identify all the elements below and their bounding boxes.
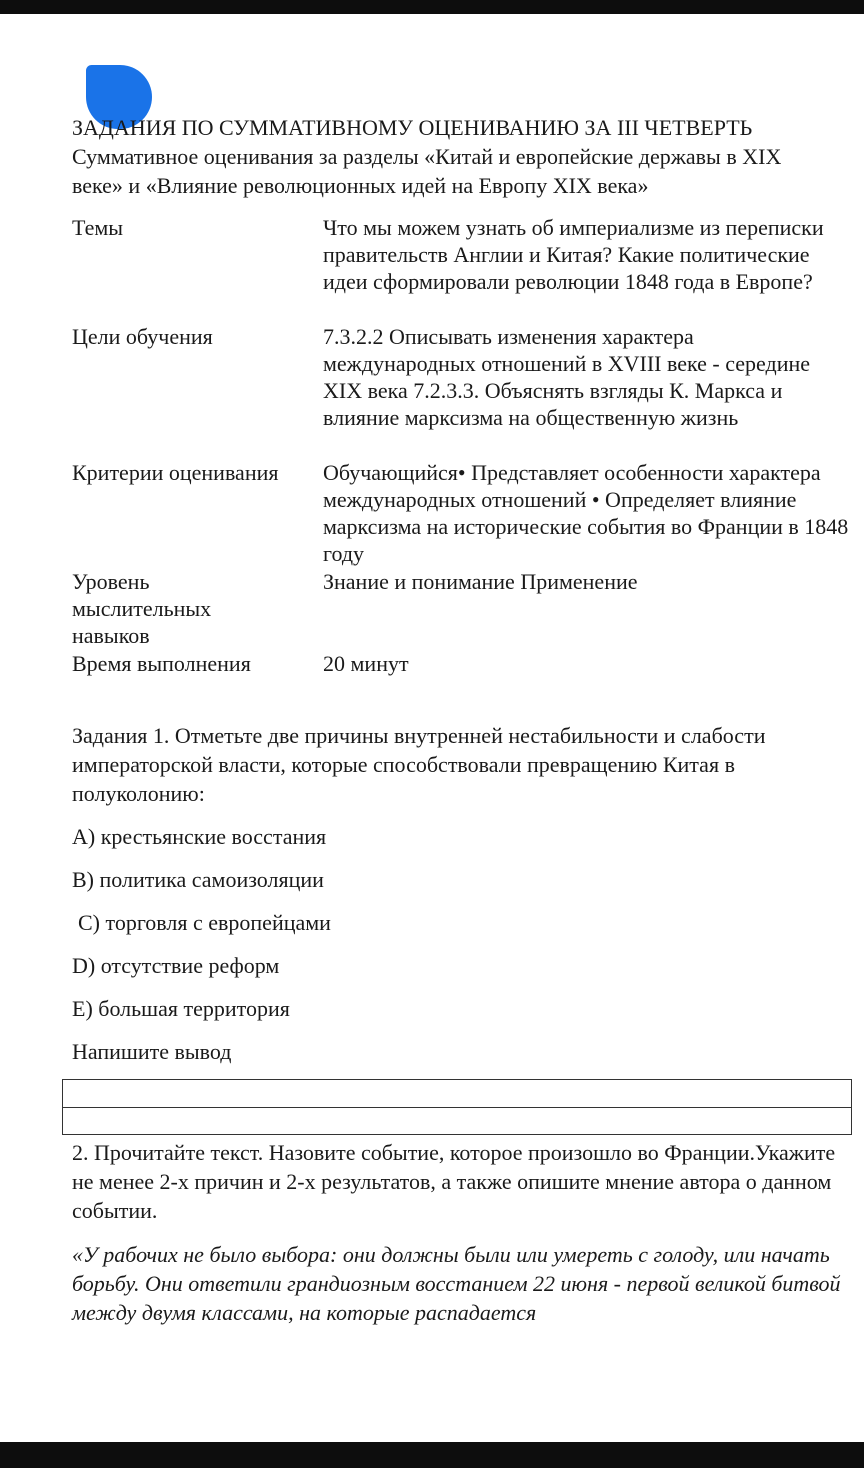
- subtitle-line-2: веке» и «Влияние революционных идей на Европу XIX века»: [72, 173, 649, 198]
- document-title: ЗАДАНИЯ ПО СУММАТИВНОМУ ОЦЕНИВАНИЮ ЗА III ЧЕТВЕРТЬ: [72, 115, 753, 140]
- label-topics: Темы: [72, 215, 124, 240]
- value-skill-level: Знание и понимание Применение: [323, 569, 638, 594]
- label-skill-level-line1: Уровень: [72, 569, 150, 594]
- label-skill-level-line2: мыслительных: [72, 596, 212, 621]
- value-topics: Что мы можем узнать об империализме из переписки правительств Англии и Китая? Какие политические идеи сформировали революции 1848 года в Европе?: [323, 215, 824, 294]
- conclusion-answer-box[interactable]: [62, 1079, 852, 1135]
- answer-box-divider: [63, 1107, 851, 1108]
- label-learning-goals: Цели обучения: [72, 324, 213, 349]
- label-time: Время выполнения: [72, 651, 251, 676]
- bottom-bar: [0, 1442, 864, 1468]
- value-time: 20 минут: [323, 651, 409, 676]
- label-criteria: Критерии оценивания: [72, 460, 279, 485]
- subtitle-line-1: Суммативное оценивания за разделы «Китай и европейские державы в XIX: [72, 144, 782, 169]
- task1-option-e[interactable]: Е) большая территория: [72, 996, 290, 1021]
- task1-option-a[interactable]: А) крестьянские восстания: [72, 824, 327, 849]
- task2-quote: «У рабочих не было выбора: они должны были или умереть с голоду, или начать борьбу. Они ответили грандиозным восстанием 22 июня - первой великой битвой между двумя классами, на которые распадается: [72, 1242, 841, 1325]
- task2-question: 2. Прочитайте текст. Назовите событие, которое произошло во Франции.Укажите не менее 2-х причин и 2-х результатов, а также опишите мнение автора о данном событии.: [72, 1140, 836, 1223]
- label-skill-level-line3: навыков: [72, 623, 150, 648]
- value-criteria: Обучающийся• Представляет особенности характера международных отношений • Определяет влияние марксизма на исторические события во Франции в 1848 году: [323, 460, 849, 566]
- task1-option-b[interactable]: В) политика самоизоляции: [72, 867, 324, 892]
- task1-question: Задания 1. Отметьте две причины внутренней нестабильности и слабости императорской власти, которые способствовали превращению Китая в полуколонию:: [72, 723, 766, 806]
- top-bar: [0, 0, 864, 14]
- task1-option-c[interactable]: С) торговля с европейцами: [78, 910, 331, 935]
- value-learning-goals: 7.3.2.2 Описывать изменения характера международных отношений в XVIII веке - середине XIX века 7.2.3.3. Объяснять взгляды К. Маркса и влияние марксизма на общественную жизнь: [323, 324, 811, 430]
- conclusion-label: Напишите вывод: [72, 1039, 232, 1064]
- task1-option-d[interactable]: D) отсутствие реформ: [72, 953, 280, 978]
